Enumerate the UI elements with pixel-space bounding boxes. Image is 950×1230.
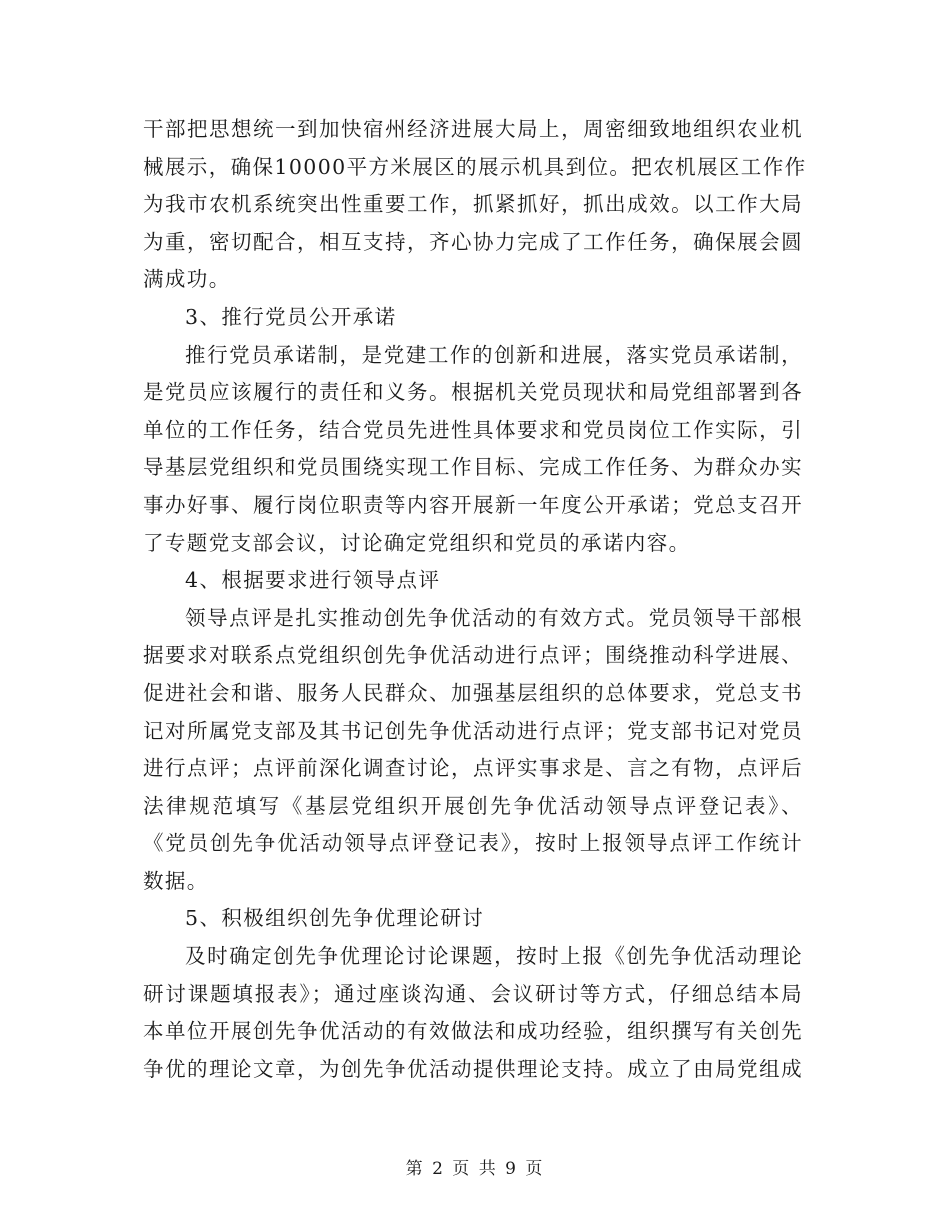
paragraph-line: 本单位开展创先争优活动的有效做法和成功经验，组织撰写有关创先 [143,1019,803,1044]
paragraph-line: 《党员创先争优活动领导点评登记表》，按时上报领导点评工作统计 [143,831,803,856]
paragraph-first-line: 及时确定创先争优理论讨论课题，按时上报《创先争优活动理论 [185,944,803,969]
page-number-footer: 第 2 页 共 9 页 [405,1159,545,1179]
paragraph-first-line: 领导点评是扎实推动创先争优活动的有效方式。党员领导干部根 [185,605,803,630]
section-heading: 5、积极组织创先争优理论研讨 [185,906,485,931]
paragraph-line: 为我市农机系统突出性重要工作，抓紧抓好，抓出成效。以工作大局 [143,192,803,217]
paragraph-last-line: 了专题党支部会议，讨论确定党组织和党员的承诺内容。 [143,530,691,555]
document-body [143,111,807,1088]
paragraph-last-line: 满成功。 [143,267,231,292]
paragraph-line: 法律规范填写《基层党组织开展创先争优活动领导点评登记表》、 [143,793,803,818]
paragraph-line: 研讨课题填报表》；通过座谈沟通、会议研讨等方式，仔细总结本局 [143,981,803,1006]
paragraph-line: 单位的工作任务，结合党员先进性具体要求和党员岗位工作实际，引 [143,417,803,442]
section-heading: 4、根据要求进行领导点评 [185,568,441,593]
paragraph-line: 是党员应该履行的责任和义务。根据机关党员现状和局党组部署到各 [143,380,803,405]
section-heading: 3、推行党员公开承诺 [185,304,397,329]
paragraph-line: 促进社会和谐、服务人民群众、加强基层组织的总体要求，党总支书 [143,680,803,705]
paragraph-line: 据要求对联系点党组织创先争优活动进行点评；围绕推动科学进展、 [143,643,803,668]
paragraph-last-line: 数据。 [143,868,209,893]
paragraph-line: 为重，密切配合，相互支持，齐心协力完成了工作任务，确保展会圆 [143,229,803,254]
paragraph-line: 进行点评；点评前深化调查讨论，点评实事求是、言之有物，点评后 [143,756,803,781]
paragraph-first-line: 推行党员承诺制，是党建工作的创新和进展，落实党员承诺制， [185,342,803,367]
paragraph-line: 事办好事、履行岗位职责等内容开展新一年度公开承诺；党总支召开 [143,492,803,517]
paragraph-line: 记对所属党支部及其书记创先争优活动进行点评；党支部书记对党员 [143,718,803,743]
paragraph-line: 导基层党组织和党员围绕实现工作目标、完成工作任务、为群众办实 [143,455,803,480]
paragraph-line: 械展示，确保10000平方米展区的展示机具到位。把农机展区工作作 [143,154,807,179]
paragraph-line: 争优的理论文章，为创先争优活动提供理论支持。成立了由局党组成 [143,1056,803,1081]
paragraph-line: 干部把思想统一到加快宿州经济进展大局上，周密细致地组织农业机 [143,117,803,141]
